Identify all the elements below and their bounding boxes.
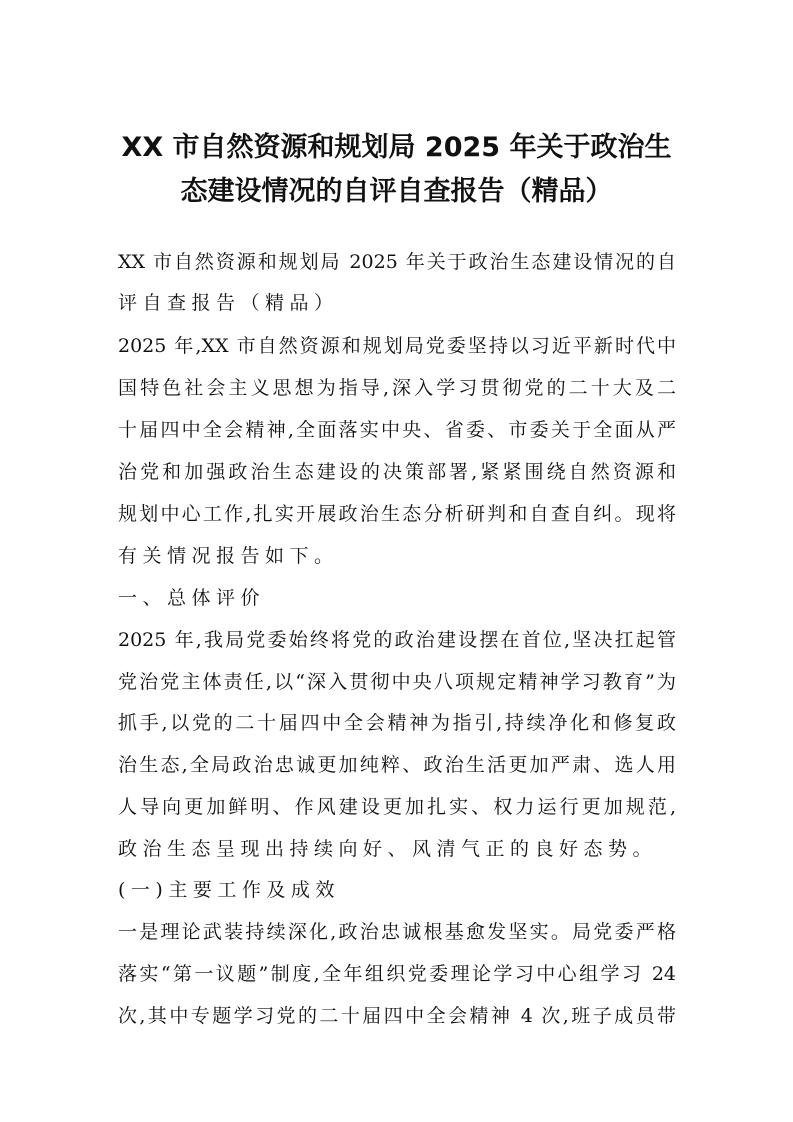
body-text-line: 抓手,以党的二十届四中全会精神为指引,持续净化和修复政 (118, 712, 676, 734)
body-text-line: 十届四中全会精神,全面落实中央、省委、市委关于全面从严 (118, 419, 676, 441)
body-text-line: 规划中心工作,扎实开展政治生态分析研判和自查自纠。现将 (118, 503, 676, 525)
body-text-line: 次,其中专题学习党的二十届四中全会精神 4 次,班子成员带 (118, 1005, 676, 1027)
body-text-line: 治生态,全局政治忠诚更加纯粹、政治生活更加严肃、选人用 (118, 754, 676, 776)
body-text-line: XX 市自然资源和规划局 2025 年关于政治生态建设情况的自 (118, 251, 676, 273)
document-title-line-2: 态建设情况的自评自查报告（精品） (180, 176, 613, 207)
body-text-line: 评自查报告（精品） (118, 292, 339, 314)
body-text-line: 人导向更加鲜明、作风建设更加扎实、权力运行更加规范, (118, 796, 676, 818)
body-text-line: 一是理论武装持续深化,政治忠诚根基愈发坚实。局党委严格 (118, 921, 676, 943)
body-text-line: 2025 年,XX 市自然资源和规划局党委坚持以习近平新时代中 (118, 335, 676, 357)
body-text-line: 落实“第一议题”制度,全年组织党委理论学习中心组学习 24 (118, 963, 676, 985)
body-text-line: 政治生态呈现出持续向好、风清气正的良好态势。 (118, 838, 658, 860)
body-text-line: 2025 年,我局党委始终将党的政治建设摆在首位,坚决扛起管 (118, 629, 676, 651)
body-text-line: 党治党主体责任,以“深入贯彻中央八项规定精神学习教育”为 (118, 671, 676, 693)
body-text-line: 国特色社会主义思想为指导,深入学习贯彻党的二十大及二 (118, 377, 676, 399)
body-text-line: 治党和加强政治生态建设的决策部署,紧紧围绕自然资源和 (118, 461, 676, 483)
body-text-line: (一)主要工作及成效 (118, 879, 340, 901)
body-text-line: 一、总体评价 (118, 587, 266, 609)
body-text-line: 有关情况报告如下。 (118, 545, 339, 567)
document-title-line-1: XX 市自然资源和规划局 2025 年关于政治生 (121, 132, 672, 163)
